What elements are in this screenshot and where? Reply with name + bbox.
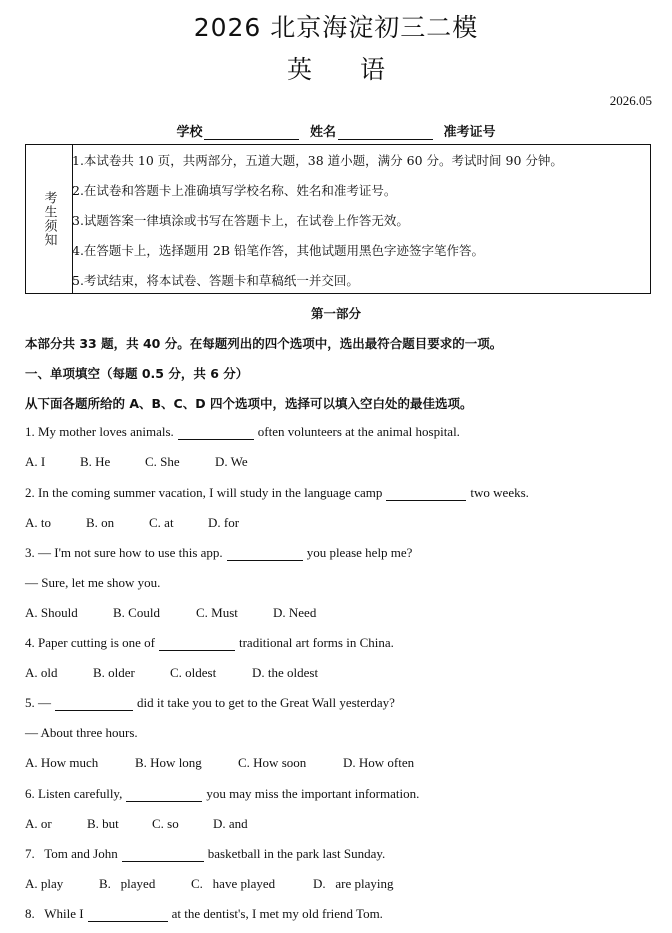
notice-item-4: 4.在答题卡上，选择题用 2B 铅笔作答，其他试题用黑色字迹签字笔作答。 <box>72 243 485 258</box>
option-d[interactable]: D. Need <box>273 605 317 620</box>
option-b[interactable]: B. older <box>93 665 135 680</box>
option-a[interactable]: A. Should <box>25 605 78 620</box>
answer-blank[interactable] <box>178 425 254 440</box>
option-c[interactable]: C. Must <box>196 605 238 620</box>
question-1 <box>25 424 460 440</box>
question-text: 5. — <box>25 695 51 710</box>
notice-label: 考生须知 <box>41 191 57 247</box>
option-b[interactable]: B. He <box>80 454 111 469</box>
question-text: 4. Paper cutting is one of <box>25 635 155 650</box>
option-b[interactable]: B. played <box>99 876 156 891</box>
answer-blank[interactable] <box>386 486 466 501</box>
option-a[interactable]: A. How much <box>25 755 99 770</box>
option-d[interactable]: D. the oldest <box>252 665 319 680</box>
notice-label-cell <box>26 145 73 293</box>
answer-blank[interactable] <box>55 696 133 711</box>
question-2 <box>25 485 529 501</box>
school-label: 学校 <box>176 125 203 140</box>
name-label: 姓名 <box>309 125 336 140</box>
question-text: 6. Listen carefully, <box>25 786 123 801</box>
answer-blank[interactable] <box>126 787 202 802</box>
question-4-options <box>25 665 318 681</box>
question-7 <box>25 846 385 862</box>
question-3-reply: — Sure, let me show you. <box>25 575 161 590</box>
question-5 <box>25 695 395 711</box>
question-3 <box>25 545 412 561</box>
question-7-options <box>25 876 394 892</box>
question-text: at the dentist's, I met my old friend Tom. <box>171 906 383 921</box>
option-c[interactable]: C. at <box>149 515 174 530</box>
question-text: 7. Tom and John <box>25 846 118 861</box>
exam-title: 2026 北京海淀初三二模 <box>193 13 479 42</box>
school-blank[interactable] <box>204 125 299 140</box>
exam-notice-box <box>25 144 651 294</box>
option-a[interactable]: A. to <box>25 515 51 530</box>
option-b[interactable]: B. How long <box>135 755 202 770</box>
option-a[interactable]: A. I <box>25 454 46 469</box>
name-blank[interactable] <box>338 125 433 140</box>
notice-item-3: 3.试题答案一律填涂或书写在答题卡上，在试卷上作答无效。 <box>72 213 409 228</box>
option-c[interactable]: C. have played <box>191 876 276 891</box>
question-4 <box>25 635 394 651</box>
question-text: basketball in the park last Sunday. <box>207 846 386 861</box>
option-b[interactable]: B. but <box>87 816 119 831</box>
option-d[interactable]: D. We <box>215 454 248 469</box>
question-5-reply: — About three hours. <box>25 725 138 740</box>
section-title: 一、单项填空（每题 0.5 分，共 6 分） <box>25 366 249 381</box>
option-c[interactable]: C. so <box>152 816 179 831</box>
question-text: 1. My mother loves animals. <box>25 424 174 439</box>
part-heading: 第一部分 <box>310 306 361 321</box>
question-3-options <box>25 605 316 621</box>
option-c[interactable]: C. She <box>145 454 180 469</box>
question-text: often volunteers at the animal hospital. <box>257 424 460 439</box>
notice-item-1: 1.本试卷共 10 页，共两部分，五道大题，38 道小题，满分 60 分。考试时间 90 分钟。 <box>72 153 563 168</box>
option-c[interactable]: C. How soon <box>238 755 307 770</box>
option-a[interactable]: A. or <box>25 816 52 831</box>
question-text: 8. While I <box>25 906 84 921</box>
notice-item-5: 5.考试结束，将本试卷、答题卡和草稿纸一并交回。 <box>72 273 359 288</box>
option-d[interactable]: D. are playing <box>313 876 394 891</box>
question-text: two weeks. <box>470 485 529 500</box>
option-a[interactable]: A. play <box>25 876 64 891</box>
option-b[interactable]: B. Could <box>113 605 160 620</box>
question-2-options <box>25 515 239 531</box>
option-c[interactable]: C. oldest <box>170 665 217 680</box>
option-d[interactable]: D. How often <box>343 755 415 770</box>
question-8 <box>25 906 383 922</box>
student-info-line <box>0 121 672 140</box>
id-label: 准考证号 <box>443 125 496 140</box>
option-d[interactable]: D. and <box>213 816 248 831</box>
question-text: did it take you to get to the Great Wall yesterday? <box>137 695 395 710</box>
part-intro: 本部分共 33 题，共 40 分。在每题列出的四个选项中，选出最符合题目要求的一项。 <box>25 336 503 351</box>
answer-blank[interactable] <box>122 847 204 862</box>
notice-item-2: 2.在试卷和答题卡上准确填写学校名称、姓名和准考证号。 <box>72 183 397 198</box>
question-1-options <box>25 454 248 470</box>
section-direction: 从下面各题所给的 A、B、C、D 四个选项中，选择可以填入空白处的最佳选项。 <box>25 396 473 411</box>
subject-title: 英 语 <box>287 55 385 84</box>
question-text: you may miss the important information. <box>206 786 420 801</box>
question-6-options <box>25 816 248 832</box>
option-a[interactable]: A. old <box>25 665 58 680</box>
option-b[interactable]: B. on <box>86 515 115 530</box>
question-text: 2. In the coming summer vacation, I will study in the language camp <box>25 485 383 500</box>
answer-blank[interactable] <box>159 636 235 651</box>
exam-date: 2026.05 <box>609 93 652 108</box>
option-d[interactable]: D. for <box>208 515 240 530</box>
question-text: traditional art forms in China. <box>238 635 394 650</box>
answer-blank[interactable] <box>88 907 168 922</box>
question-5-options <box>25 755 414 771</box>
question-text: you please help me? <box>306 545 413 560</box>
answer-blank[interactable] <box>227 546 303 561</box>
question-6 <box>25 786 419 802</box>
question-text: 3. — I'm not sure how to use this app. <box>25 545 223 560</box>
